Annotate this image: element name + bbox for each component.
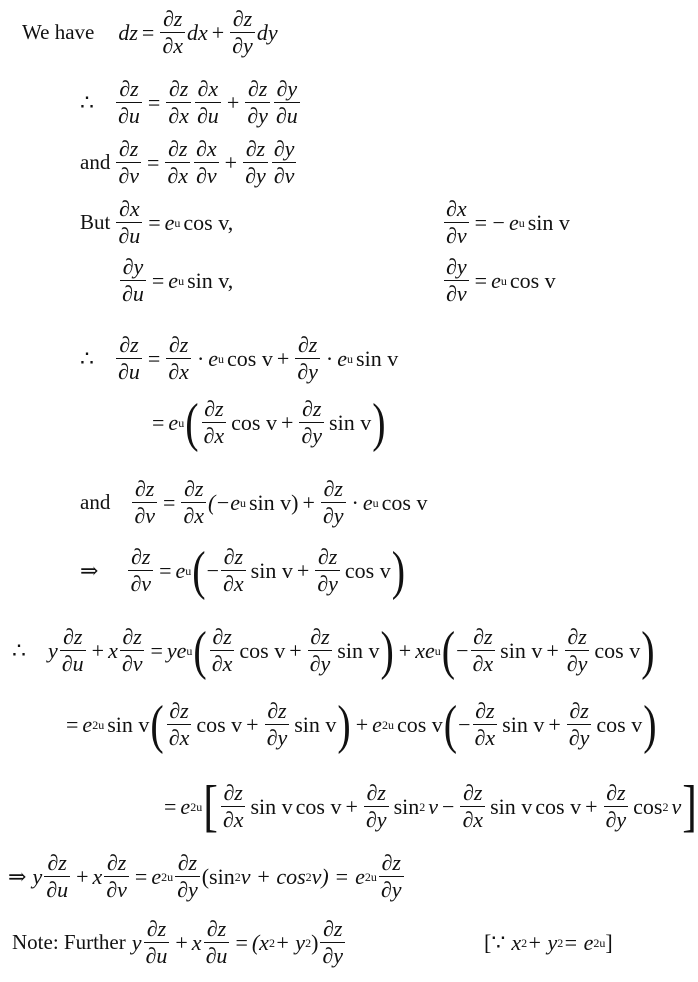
line-dz-dv-factored: ⇒ $\frac{\partial z}{\partial v}$ = e u ( − $\frac{\partial z}{\partial x}$ sin v + $\frac{\partial z}{\partial y}$ cos v ) [80, 539, 406, 601]
line-note: Note: Further y $\frac{\partial z}{\partial u}$ + x $\frac{\partial z}{\partial u}$ = (x 2 + y 2 ) $\frac{\partial z}{\partial y}$ [12, 916, 344, 968]
line-dz-dv-sub: and $\frac{\partial z}{\partial v}$ = $\frac{\partial z}{\partial x}$ (−e u sin v ) + $\frac{\partial z}{\partial y}$ · e u cos v [80, 476, 428, 528]
implies-symbol: ⇒ [80, 557, 99, 583]
we-have-label: We have [22, 20, 95, 44]
line-expanded: = e 2u [ $\frac{\partial z}{\partial x}$ sin v cos v + $\frac{\partial z}{\partial y}$ sin 2 v − $\frac{\partial z}{\partial x}$ sin v cos v + $\frac{\partial z}{\partial y}$ cos 2 v ] [164, 774, 697, 838]
line-x-partial-v: $\frac{\partial x}{\partial v}$ = − e u sin v [446, 196, 570, 248]
therefore-symbol: ∴ [80, 89, 94, 115]
line-x-partials: But $\frac{\partial x}{\partial u}$ = e u cos v, [80, 196, 234, 248]
line-y-partial-v: $\frac{\partial y}{\partial v}$ = e u cos v [446, 254, 556, 306]
line-dz-dv-chain: and $\frac{\partial z}{\partial v}$ = $\frac{\partial z}{\partial x}$ $\frac{\partial x}{\partial v}$ + $\frac{\partial z}{\partial y}$ $\frac{\partial y}{\partial v}$ [80, 136, 295, 188]
line-dz-du-factored: = e u ( $\frac{\partial z}{\partial x}$ cos v + $\frac{\partial z}{\partial y}$ sin v ) [152, 391, 386, 453]
note-label: Note: Further [12, 930, 126, 954]
line-substitute-xy: = e 2u sin v ( $\frac{\partial z}{\partial x}$ cos v + $\frac{\partial z}{\partial y}$ sin v ) + e 2u cos v ( − $\frac{\partial z}{\partial x}$ sin v + $\frac{\partial z}{\partial y}$ cos v ) [66, 693, 657, 755]
line-total-differential: We have dz = $\frac{\partial z}{\partial x}$ dx + $\frac{\partial z}{\partial y}$ dy [22, 6, 278, 58]
fraction: $\frac{\partial z}{\partial x}$ [162, 6, 183, 58]
line-dz-du-sub: ∴ $\frac{\partial z}{\partial u}$ = $\frac{\partial z}{\partial x}$ · e u cos v + $\frac{\partial z}{\partial y}$ · e u sin v [80, 332, 399, 384]
line-result: ⇒ y $\frac{\partial z}{\partial u}$ + x $\frac{\partial z}{\partial v}$ = e 2u $\frac{\partial z}{\partial y}$ (sin 2 v + cos 2 v) = e 2u $\frac{\partial z}{\partial y}$ [8, 850, 402, 902]
line-dz-du-chain: ∴ $\frac{\partial z}{\partial u}$ = $\frac{\partial z}{\partial x}$ $\frac{\partial x}{\partial u}$ + $\frac{\partial z}{\partial y}$ $\frac{\partial y}{\partial u}$ [80, 76, 298, 128]
because-note: [ ∵ x 2 + y 2 = e 2u ] [484, 930, 613, 955]
fraction: $\frac{\partial z}{\partial y}$ [232, 6, 253, 58]
line-combination: ∴ y $\frac{\partial z}{\partial u}$ + x $\frac{\partial z}{\partial v}$ = y e u ( $\frac{\partial z}{\partial x}$ cos v + $\frac{\partial z}{\partial y}$ sin v ) + x e u ( − $\frac{\partial z}{\partial x}$ sin v + $\frac{\partial z}{\partial y}$ cos v ) [12, 619, 655, 681]
line-y-partials: $\frac{\partial y}{\partial u}$ = e u sin v, [122, 254, 234, 306]
